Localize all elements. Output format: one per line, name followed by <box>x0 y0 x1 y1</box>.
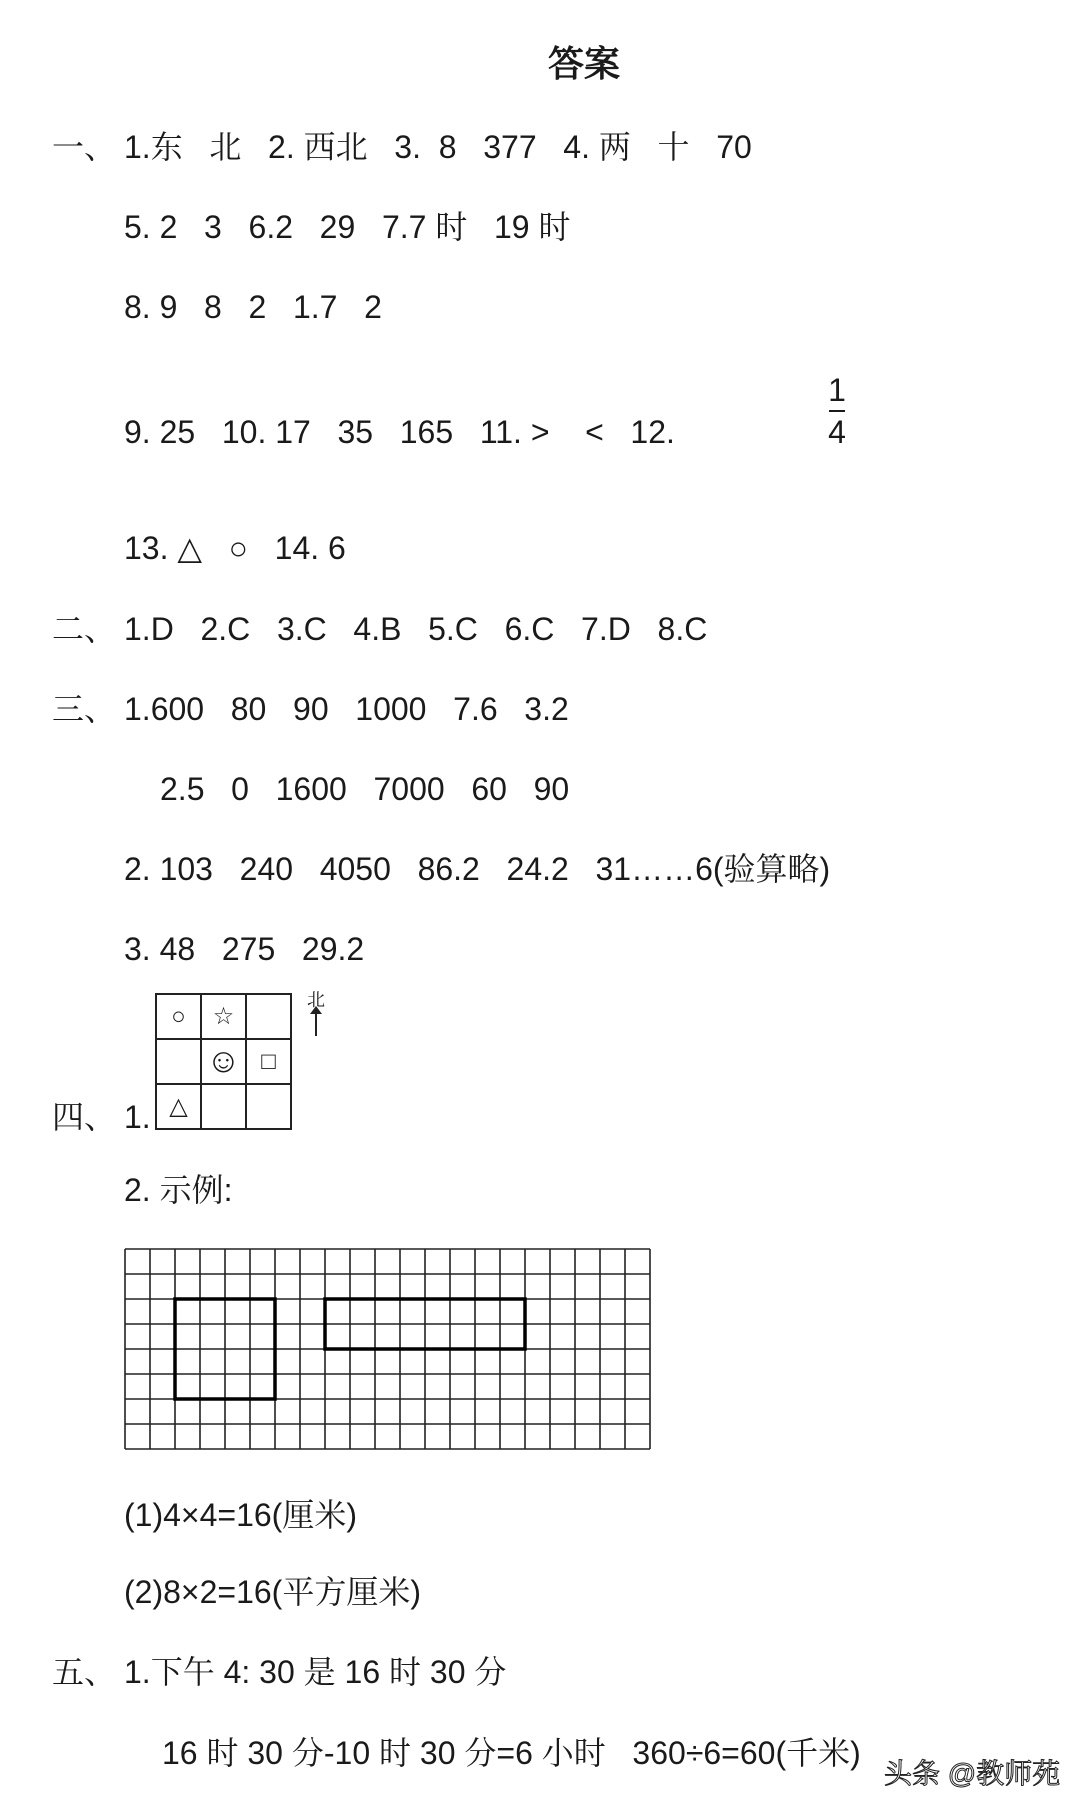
position-grid <box>155 993 292 1130</box>
fraction-bar <box>829 410 845 412</box>
answer-area: (2)8×2=16(平方厘米) <box>124 1574 421 1610</box>
triangle-icon: △ <box>156 1084 201 1129</box>
fraction-denominator: 4 <box>828 414 846 450</box>
grid-cell <box>156 1039 201 1084</box>
section-1-label: 一、 <box>52 129 117 165</box>
watermark: 头条 @教师苑 <box>884 1758 1061 1789</box>
section-4-item-2-label: 2. 示例: <box>124 1172 233 1208</box>
page-title: 答案 <box>548 43 621 84</box>
grid-cell <box>246 1084 291 1129</box>
section-1-line-2: 5. 2 3 6.2 29 7.7 时 19 时 <box>124 209 571 245</box>
section-3-label: 三、 <box>52 691 117 727</box>
section-1-line-4: 9. 25 10. 17 35 165 11. > < 12. <box>124 414 675 450</box>
section-3-line-4: 3. 48 275 29.2 <box>124 931 365 967</box>
grid-cell <box>201 1084 246 1129</box>
drawing-grid <box>124 1248 652 1452</box>
section-1-line-1: 1.东 北 2. 西北 3. 8 377 4. 两 十 70 <box>124 129 752 165</box>
fraction-numerator: 1 <box>828 372 846 408</box>
section-3-line-1: 1.600 80 90 1000 7.6 3.2 <box>124 691 569 727</box>
section-3-line-3: 2. 103 240 4050 86.2 24.2 31……6(验算略) <box>124 851 831 887</box>
fraction-one-quarter <box>822 372 852 450</box>
section-4-label: 四、 <box>52 1099 117 1135</box>
section-4-item-1-label: 1. <box>124 1099 151 1135</box>
smiley-icon: ☺ <box>201 1039 246 1084</box>
star-icon: ☆ <box>201 994 246 1039</box>
north-arrow-icon <box>315 1012 317 1036</box>
section-2-label: 二、 <box>52 611 117 647</box>
section-5-line-2: 16 时 30 分-10 时 30 分=6 小时 360÷6=60(千米) <box>162 1735 861 1771</box>
square-icon: □ <box>246 1039 291 1084</box>
section-5-label: 五、 <box>52 1654 117 1690</box>
section-3-line-2: 2.5 0 1600 7000 60 90 <box>160 771 570 807</box>
circle-icon: ○ <box>156 994 201 1039</box>
answer-perimeter: (1)4×4=16(厘米) <box>124 1497 357 1533</box>
section-1-line-5: 13. △ ○ 14. 6 <box>124 530 346 566</box>
section-5-line-1: 1.下午 4: 30 是 16 时 30 分 <box>124 1654 507 1690</box>
north-label: 北 <box>307 990 325 1010</box>
grid-cell <box>246 994 291 1039</box>
section-2-line: 1.D 2.C 3.C 4.B 5.C 6.C 7.D 8.C <box>124 611 708 647</box>
section-1-line-3: 8. 9 8 2 1.7 2 <box>124 289 382 325</box>
north-indicator <box>306 990 326 1036</box>
